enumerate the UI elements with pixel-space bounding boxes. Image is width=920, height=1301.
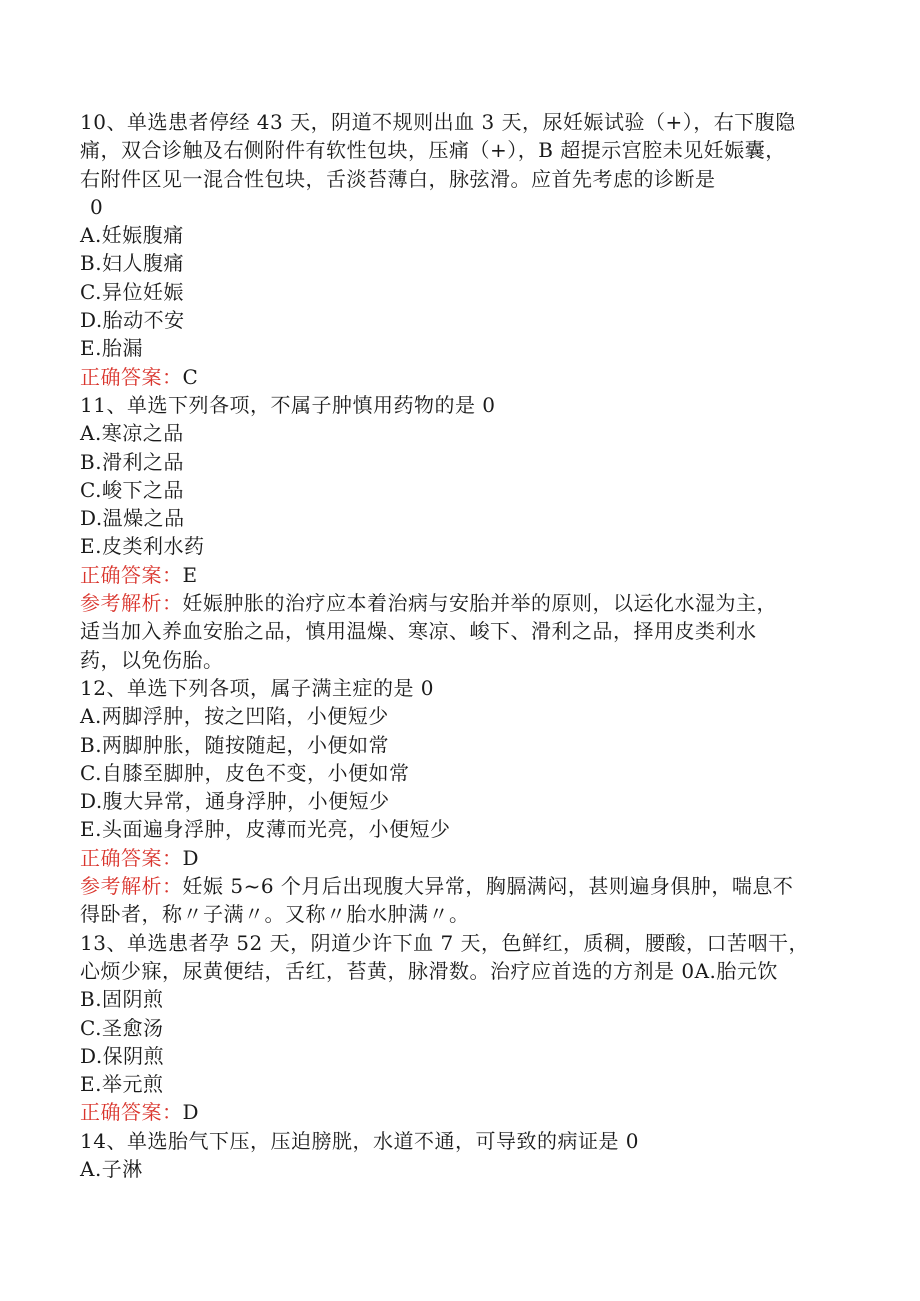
answer-line — [80, 561, 820, 589]
answer-value: D — [182, 1100, 200, 1125]
analysis-label: 参考解析： — [80, 591, 183, 616]
option-a: A.子淋 — [80, 1156, 143, 1181]
analysis-line — [80, 589, 820, 617]
answer-label: 正确答案： — [80, 562, 183, 587]
analysis-line: 药，以免伤胎。 — [80, 647, 224, 672]
analysis-text: 妊娠肿胀的治疗应本着治病与安胎并举的原则，以运化水湿为主， — [182, 591, 777, 616]
question-stem-line: 11、单选下列各项，不属子肿慎用药物的是 0 — [80, 392, 496, 417]
answer-value: C — [182, 364, 199, 389]
question-stem-line: 12、单选下列各项，属子满主症的是 0 — [80, 675, 435, 700]
option-b: B.两脚肿胀，随按随起，小便如常 — [80, 732, 390, 757]
analysis-line: 得卧者，称〃子满〃。又称〃胎水肿满〃。 — [80, 902, 470, 927]
question-13 — [80, 929, 820, 1127]
question-14 — [80, 1127, 820, 1184]
document-page — [80, 108, 820, 1183]
option-c: C.自膝至脚肿，皮色不变，小便如常 — [80, 760, 410, 785]
question-11 — [80, 391, 820, 674]
answer-value: D — [182, 845, 200, 870]
answer-label: 正确答案： — [80, 364, 183, 389]
question-10 — [80, 108, 820, 391]
option-a: A.妊娠腹痛 — [80, 223, 184, 248]
option-b: B.妇人腹痛 — [80, 251, 185, 276]
analysis-text: 妊娠 5~6 个月后出现腹大异常，胸膈满闷，甚则遍身俱肿，喘息不 — [182, 874, 794, 899]
answer-line — [80, 363, 820, 391]
option-a: A.寒凉之品 — [80, 421, 184, 446]
option-e: E.皮类利水药 — [80, 534, 205, 559]
answer-label: 正确答案： — [80, 1100, 183, 1125]
question-stem-line: 10、单选患者停经 43 天，阴道不规则出血 3 天，尿妊娠试验（+），右下腹隐 — [80, 110, 796, 134]
question-stem-line: 痛，双合诊触及右侧附件有软性包块，压痛（+），B 超提示宫腔未见妊娠囊， — [80, 138, 786, 163]
option-c: C.异位妊娠 — [80, 279, 184, 304]
option-b: B.固阴煎 — [80, 987, 164, 1012]
answer-value: E — [182, 562, 198, 587]
question-12 — [80, 674, 820, 929]
question-stem-line: 右附件区见一混合性包块，舌淡苔薄白，脉弦滑。应首先考虑的诊断是 — [80, 166, 716, 191]
option-e: E.头面遍身浮肿，皮薄而光亮，小便短少 — [80, 817, 451, 842]
analysis-label: 参考解析： — [80, 874, 183, 899]
option-c: C.圣愈汤 — [80, 1015, 164, 1040]
option-d: D.腹大异常，通身浮肿，小便短少 — [80, 789, 390, 814]
question-stem-line: 14、单选胎气下压，压迫膀胱，水道不通，可导致的病证是 0 — [80, 1128, 640, 1153]
question-stem-line: 0 — [90, 194, 104, 219]
option-c: C.峻下之品 — [80, 477, 184, 502]
option-e: E.举元煎 — [80, 1072, 164, 1097]
option-a: A.两脚浮肿，按之凹陷，小便短少 — [80, 704, 389, 729]
analysis-line — [80, 872, 820, 900]
answer-line — [80, 844, 820, 872]
question-stem-line: 心烦少寐，尿黄便结，舌红，苔黄，脉滑数。治疗应首选的方剂是 0A.胎元饮 — [80, 958, 778, 983]
option-d: D.保阴煎 — [80, 1043, 165, 1068]
option-d: D.胎动不安 — [80, 308, 185, 333]
analysis-line: 适当加入养血安胎之品，慎用温燥、寒凉、峻下、滑利之品，择用皮类利水 — [80, 619, 757, 644]
answer-line — [80, 1098, 820, 1126]
option-d: D.温燥之品 — [80, 506, 185, 531]
question-stem-line: 13、单选患者孕 52 天，阴道少许下血 7 天，色鲜红，质稠，腰酸，口苦咽干， — [80, 930, 810, 955]
option-b: B.滑利之品 — [80, 449, 185, 474]
option-e: E.胎漏 — [80, 336, 143, 361]
answer-label: 正确答案： — [80, 845, 183, 870]
